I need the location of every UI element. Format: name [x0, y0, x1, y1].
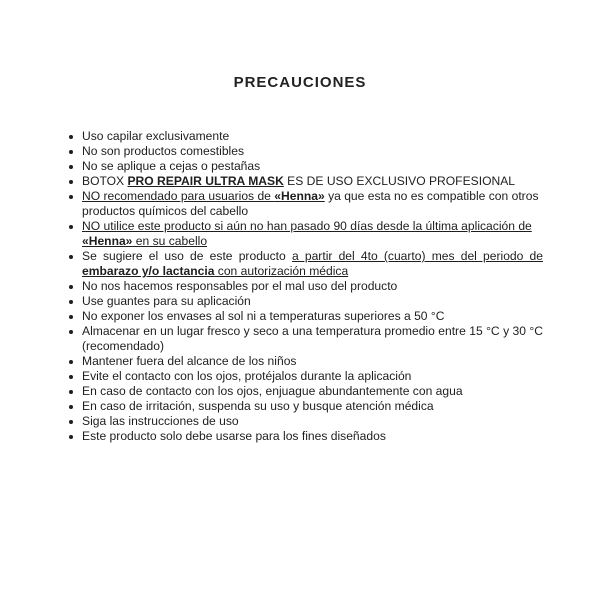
item-text-underlined: a partir del 4to (cuarto) mes del periodo de: [291, 249, 544, 263]
list-item: [67, 279, 543, 294]
item-text: Este producto solo debe usarse para los fines diseñados: [82, 429, 386, 443]
list-item: [67, 309, 543, 324]
item-text-underlined: con autorización médica: [214, 264, 349, 278]
item-text-underlined: NO utilice este producto si aún no han pasado 90 días desde la última aplicación de: [82, 219, 532, 233]
page-title: PRECAUCIONES: [233, 74, 367, 91]
item-text: ya que esta no es compatible con otros productos químicos del cabello: [82, 189, 539, 218]
precautions-list: [67, 129, 543, 444]
henna-term: «Henna»: [274, 189, 325, 203]
item-text: No son productos comestibles: [82, 144, 245, 158]
item-text: Siga las instrucciones de uso: [82, 414, 239, 428]
list-item: [67, 354, 543, 369]
list-item: [67, 189, 543, 219]
item-text: Evite el contacto con los ojos, protéjalos durante la aplicación: [82, 369, 412, 383]
pregnancy-term: embarazo y/o lactancia: [82, 264, 215, 278]
item-text: BOTOX: [82, 174, 128, 188]
item-text: No exponer los envases al sol ni a temperaturas superiores a 50 °C: [82, 309, 445, 323]
item-text-underlined: en su cabello: [132, 234, 208, 248]
list-item: [67, 414, 543, 429]
list-item: [67, 174, 543, 189]
list-item: [67, 249, 543, 279]
item-text: Use guantes para su aplicación: [82, 294, 251, 308]
product-name: PRO REPAIR ULTRA MASK: [127, 174, 284, 188]
henna-term: «Henna»: [82, 234, 133, 248]
list-item: [67, 159, 543, 174]
item-text: En caso de contacto con los ojos, enjuague abundantemente con agua: [82, 384, 463, 398]
list-item: [67, 369, 543, 384]
item-text: En caso de irritación, suspenda su uso y busque atención médica: [82, 399, 434, 413]
list-item: [67, 219, 543, 249]
item-text: No se aplique a cejas o pestañas: [82, 159, 261, 173]
list-item: [67, 144, 543, 159]
list-item: [67, 294, 543, 309]
item-text: Se sugiere el uso de este producto: [82, 249, 292, 263]
item-text: Almacenar en un lugar fresco y seco a una temperatura promedio entre 15 °C y 30 °C (recomendado): [82, 324, 543, 353]
item-text-underlined: NO recomendado para usuarios de: [82, 189, 275, 203]
item-text: Mantener fuera del alcance de los niños: [82, 354, 297, 368]
list-item: [67, 429, 543, 444]
list-item: [67, 399, 543, 414]
item-text: No nos hacemos responsables por el mal uso del producto: [82, 279, 398, 293]
list-item: [67, 384, 543, 399]
item-text: ES DE USO EXCLUSIVO PROFESIONAL: [283, 174, 515, 188]
list-item: [67, 129, 543, 144]
list-item: [67, 324, 543, 354]
item-text: Uso capilar exclusivamente: [82, 129, 230, 143]
